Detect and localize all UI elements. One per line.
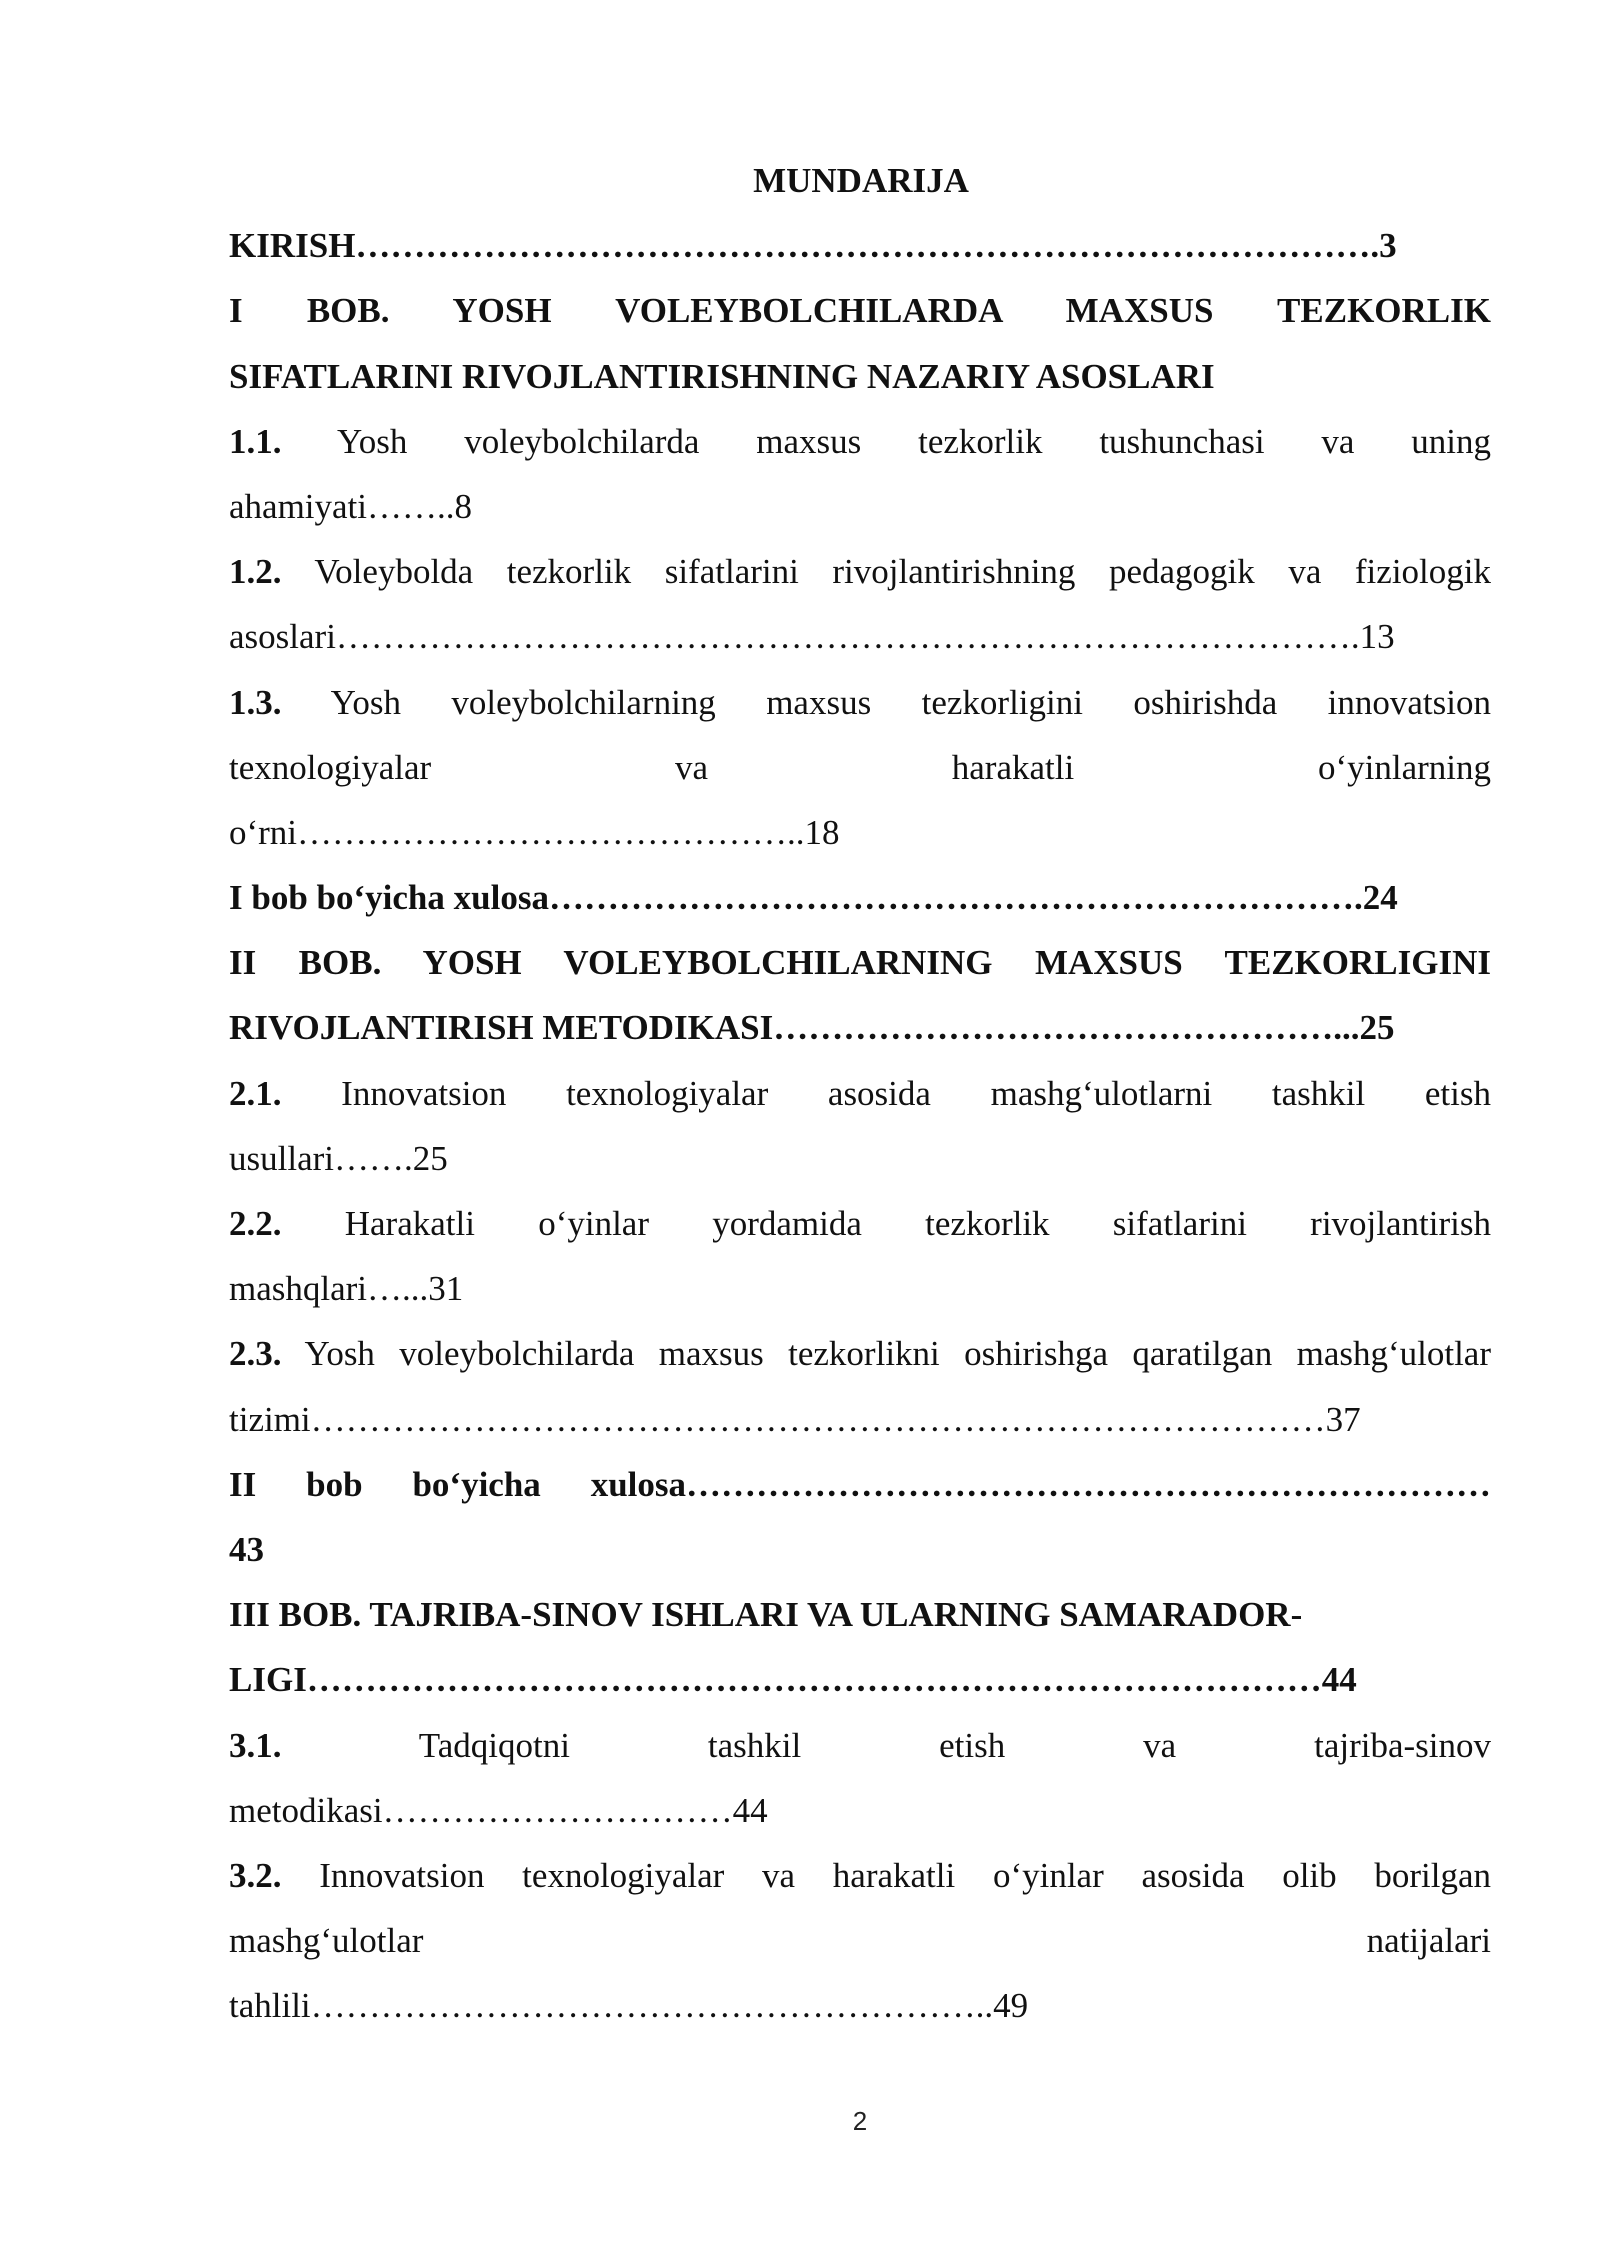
toc-line-text: ahamiyati……..8: [229, 486, 473, 526]
toc-line-text: tahlili…………………………………………………..49: [229, 1986, 1029, 2026]
toc-line: [229, 1126, 1491, 1191]
toc-line: [229, 865, 1491, 930]
section-number: 1.3.: [229, 682, 282, 722]
toc-line: [229, 474, 1491, 539]
page-number: 2: [852, 2106, 868, 2136]
toc-line: [229, 1647, 1491, 1712]
toc-line-text: Yosh voleybolchilarda maxsus tezkorlikni oshirishga qaratilgan mashg‘ulotlar: [281, 1334, 1491, 1374]
toc-line: [229, 1387, 1491, 1452]
section-number: 3.2.: [229, 1855, 282, 1895]
section-number: 2.3.: [229, 1334, 282, 1374]
toc-line-text: mashg‘ulotlar natijalari: [229, 1921, 1491, 1961]
toc-line-text: II bob bo‘yicha xulosa……………………………………………………………: [229, 1464, 1491, 1504]
toc-line-text: mashqlari…...31: [229, 1269, 464, 1309]
page-title: MUNDARIJA: [753, 161, 969, 200]
toc-line: [229, 1713, 1491, 1778]
toc-line-text: LIGI……………………………………………………………………………44: [229, 1660, 1357, 1700]
toc-line: [229, 1452, 1491, 1517]
toc-line: [229, 604, 1491, 669]
toc-line-text: Tadqiqotni tashkil etish va tajriba-sinov: [281, 1725, 1491, 1765]
toc-line-text: Voleybolda tezkorlik sifatlarini rivojlantirishning pedagogik va fiziologik: [281, 552, 1491, 592]
toc-line: [229, 995, 1491, 1060]
toc-line: [229, 213, 1491, 278]
toc-line: [229, 930, 1491, 995]
toc-line-text: Innovatsion texnologiyalar va harakatli o‘yinlar asosida olib borilgan: [281, 1855, 1491, 1895]
table-of-contents: [229, 148, 1491, 2038]
toc-line: [229, 1843, 1491, 1908]
toc-line-text: usullari…….25: [229, 1138, 448, 1178]
section-number: 2.2.: [229, 1204, 282, 1244]
toc-line-text: Harakatli o‘yinlar yordamida tezkorlik sifatlarini rivojlantirish: [281, 1204, 1491, 1244]
toc-line-text: Yosh voleybolchilarning maxsus tezkorligini oshirishda innovatsion: [281, 682, 1491, 722]
toc-line-text: asoslari…………………………………………………………………………….13: [229, 617, 1395, 657]
toc-line: [229, 1256, 1491, 1321]
toc-line-text: Innovatsion texnologiyalar asosida mashg‘ulotlarni tashkil etish: [281, 1073, 1491, 1113]
toc-lines: [229, 213, 1491, 2038]
toc-line: [229, 735, 1491, 800]
toc-line: [229, 1321, 1491, 1386]
toc-line-text: texnologiyalar va harakatli o‘yinlarning: [229, 747, 1491, 787]
toc-line: [229, 1973, 1491, 2038]
toc-line-text: III BOB. TAJRIBA-SINOV ISHLARI VA ULARNING SAMARADOR-: [229, 1595, 1303, 1635]
toc-line: [229, 1908, 1491, 1973]
toc-line-text: KIRISH…………………………………………………………………………….3: [229, 226, 1397, 266]
toc-line-text: tizimi……………………………………………………………………………37: [229, 1399, 1361, 1439]
toc-line-text: Yosh voleybolchilarda maxsus tezkorlik tushunchasi va uning: [281, 421, 1491, 461]
toc-line-text: o‘rni……………………………………..18: [229, 812, 840, 852]
toc-line-text: II BOB. YOSH VOLEYBOLCHILARNING MAXSUS TEZKORLIGINI: [229, 943, 1491, 983]
toc-line-text: I BOB. YOSH VOLEYBOLCHILARDA MAXSUS TEZKORLIK: [229, 291, 1491, 331]
toc-line: [229, 1582, 1491, 1647]
section-number: 1.2.: [229, 552, 282, 592]
toc-line-text: SIFATLARINI RIVOJLANTIRISHNING NAZARIY ASOSLARI: [229, 356, 1215, 396]
toc-line: [229, 1517, 1491, 1582]
toc-line: [229, 344, 1491, 409]
toc-line-text: metodikasi…………………………44: [229, 1790, 768, 1830]
section-number: 3.1.: [229, 1725, 282, 1765]
toc-line: [229, 539, 1491, 604]
toc-line-text: I bob bo‘yicha xulosa…………………………………………………………….24: [229, 878, 1398, 918]
toc-line: [229, 800, 1491, 865]
toc-line-text: 43: [229, 1529, 264, 1569]
toc-line: [229, 1778, 1491, 1843]
toc-line: [229, 278, 1491, 343]
section-number: 2.1.: [229, 1073, 282, 1113]
toc-line: [229, 670, 1491, 735]
toc-line: [229, 1191, 1491, 1256]
section-number: 1.1.: [229, 421, 282, 461]
toc-line: [229, 1061, 1491, 1126]
toc-line: [229, 409, 1491, 474]
toc-line-text: RIVOJLANTIRISH METODIKASI…………………………………………...25: [229, 1008, 1395, 1048]
